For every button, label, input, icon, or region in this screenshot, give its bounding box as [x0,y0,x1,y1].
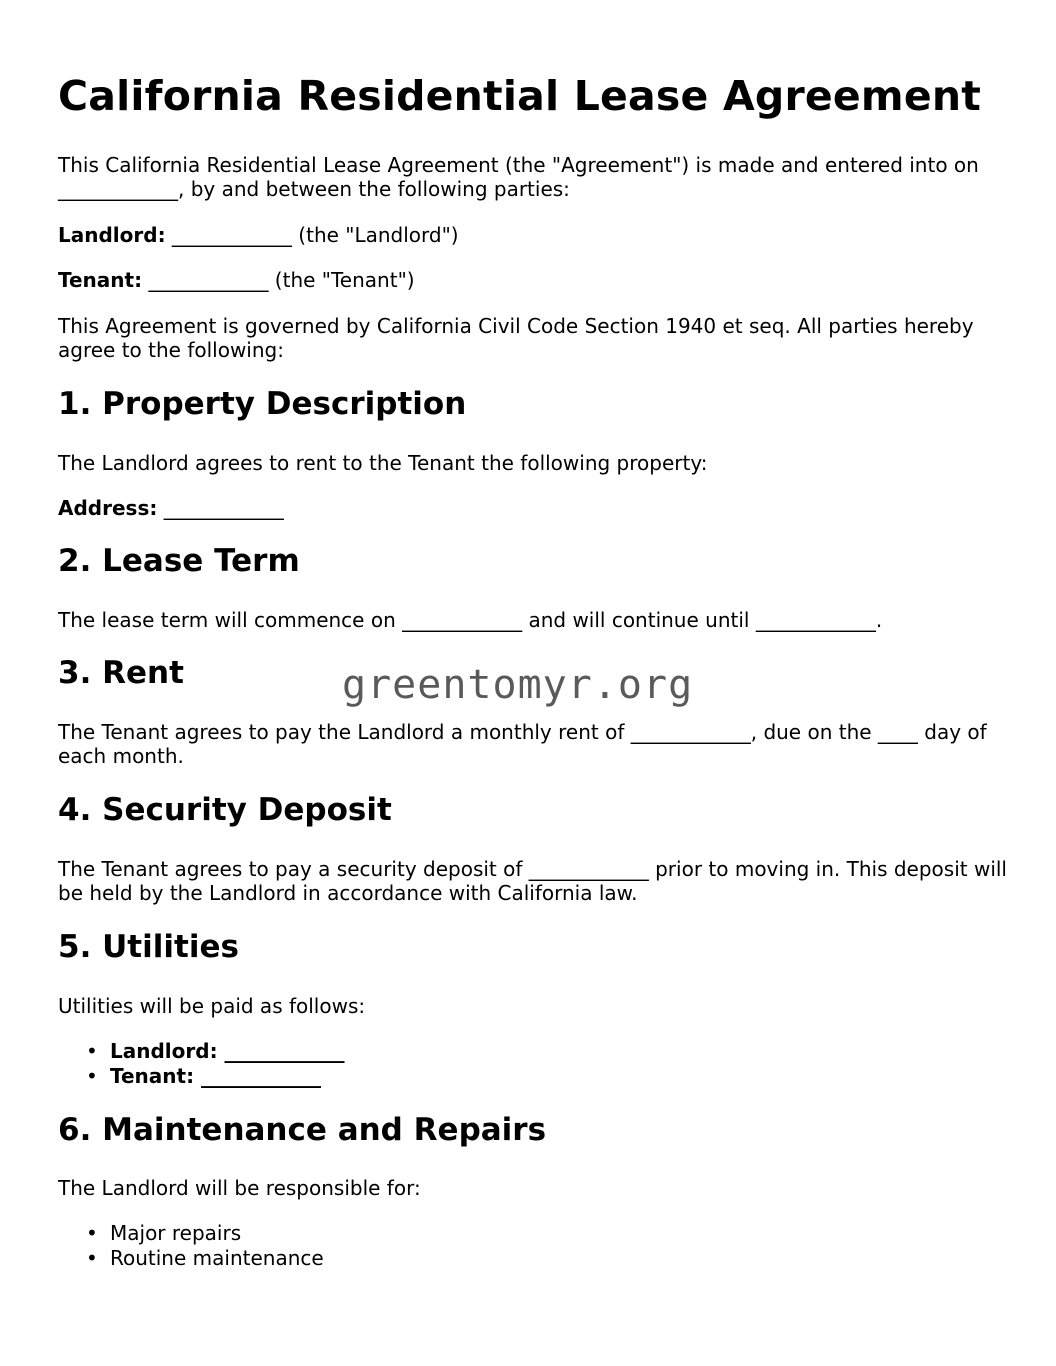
list-item: • Tenant: ____________ [58,1064,345,1089]
address-value: ____________ [157,496,284,520]
watermark-text: greentomyr.org [342,662,694,708]
governing-law-paragraph: This Agreement is governed by California Civil Code Section 1940 et seq. All parties hereby agree to the following: [58,314,974,362]
list-item: • Landlord: ____________ [58,1039,345,1064]
property-paragraph: The Landlord agrees to rent to the Tenant the following property: [58,451,708,475]
tenant-label: Tenant: [58,268,143,292]
section-heading-property: 1. Property Description [58,386,467,422]
tenant-line [58,268,1018,292]
document-title: California Residential Lease Agreement [58,72,982,120]
landlord-label: Landlord: [58,223,166,247]
landlord-line [58,223,1018,247]
address-line [58,496,1018,520]
intro-paragraph: This California Residential Lease Agreement (the "Agreement") is made and entered into on ____________, by and between the following parties: [58,153,979,201]
list-item: • Routine maintenance [58,1246,324,1271]
utilities-paragraph: Utilities will be paid as follows: [58,994,366,1018]
section-heading-utilities: 5. Utilities [58,929,239,965]
utilities-list [58,1039,345,1089]
tenant-value: ____________ (the "Tenant") [142,268,415,292]
section-heading-rent: 3. Rent [58,655,184,691]
landlord-value: ____________ (the "Landlord") [165,223,459,247]
security-deposit-paragraph: The Tenant agrees to pay a security deposit of ____________ prior to moving in. This deposit will be held by the Landlord in accordance with California law. [58,857,1007,905]
address-label: Address: [58,496,158,520]
lease-term-paragraph: The lease term will commence on ____________ and will continue until ____________. [58,608,883,632]
section-heading-lease-term: 2. Lease Term [58,543,300,579]
rent-paragraph: The Tenant agrees to pay the Landlord a monthly rent of ____________, due on the ____ day of each month. [58,720,987,768]
list-item: • Major repairs [58,1221,324,1246]
section-heading-security-deposit: 4. Security Deposit [58,792,392,828]
maintenance-paragraph: The Landlord will be responsible for: [58,1176,421,1200]
maintenance-list [58,1221,324,1271]
section-heading-maintenance: 6. Maintenance and Repairs [58,1112,547,1148]
